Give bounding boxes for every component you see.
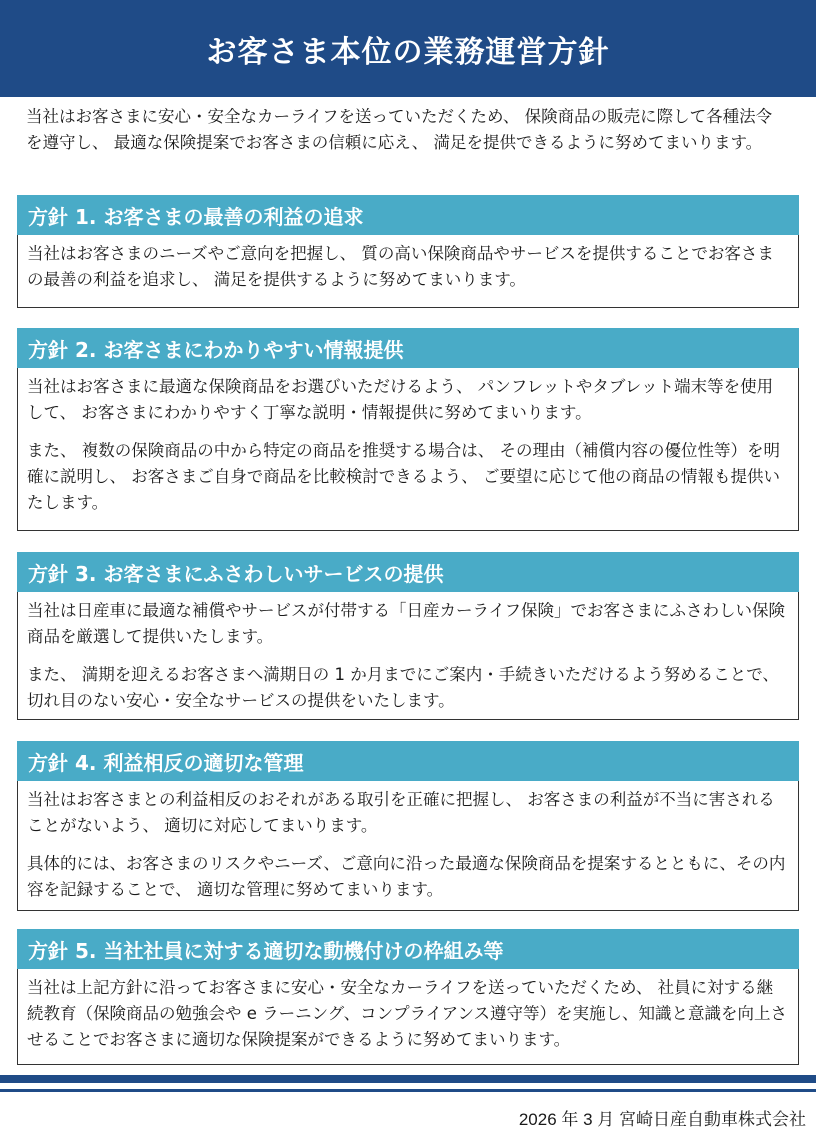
policy-5-paragraph-1: 当社は上記方針に沿ってお客さまに安心・安全なカーライフを送っていただくため、 社員に対する継続教育（保険商品の勉強会や e ラーニング、コンプライアンス遵守等）を実施し、知識と意識を向上させることでお客さまに適切な保険提案ができるように努めてまいります。 — [27, 978, 788, 1049]
policy-3-paragraph-1: 当社は日産車に最適な補償やサービスが付帯する「日産カーライフ保険」でお客さまにふさわしい保険商品を厳選して提供いたします。 — [27, 601, 786, 646]
bottom-divider-thick — [0, 1075, 816, 1083]
policy-2 — [17, 328, 799, 531]
policy-2-body — [17, 368, 799, 531]
policy-4-paragraph-1: 当社はお客さまとの利益相反のおそれがある取引を正確に把握し、 お客さまの利益が不当に害されることがないよう、 適切に対応してまいります。 — [27, 790, 775, 835]
page-title: お客さま本位の業務運営方針 — [206, 34, 610, 70]
policy-4 — [17, 741, 799, 911]
policy-2-paragraph-1: 当社はお客さまに最適な保険商品をお選びいただけるよう、 パンフレットやタブレット端末等を使用して、 お客さまにわかりやすく丁寧な説明・情報提供に努めてまいります。 — [27, 377, 774, 422]
footer-date-company: 2026 年 3 月 宮崎日産自動車株式会社 — [518, 1110, 806, 1129]
policy-1-body — [17, 235, 799, 308]
policy-4-body — [17, 781, 799, 911]
policy-2-paragraph-2: また、 複数の保険商品の中から特定の商品を推奨する場合は、 その理由（補償内容の優位性等）を明確に説明し、 お客さまご自身で商品を比較検討できるよう、 ご要望に応じて他の商品の情報も提供いたします。 — [27, 441, 780, 512]
policy-1-paragraph-1: 当社はお客さまのニーズやご意向を把握し、 質の高い保険商品やサービスを提供することでお客さまの最善の利益を追求し、 満足を提供するように努めてまいります。 — [27, 244, 774, 289]
policy-5-body — [17, 969, 799, 1065]
policy-2-heading: 方針 2. お客さまにわかりやすい情報提供 — [17, 328, 799, 368]
policy-5 — [17, 929, 799, 1065]
policy-3-paragraph-2: また、 満期を迎えるお客さまへ満期日の 1 か月までにご案内・手続きいただけるよう努めることで、 切れ目のない安心・安全なサービスの提供をいたします。 — [27, 665, 779, 710]
policy-3-body — [17, 592, 799, 720]
policy-4-paragraph-2: 具体的には、お客さまのリスクやニーズ、ご意向に沿った最適な保険商品を提案するとともに、その内容を記録することで、 適切な管理に努めてまいります。 — [27, 854, 786, 899]
policy-3 — [17, 552, 799, 720]
intro-text: 当社はお客さまに安心・安全なカーライフを送っていただくため、 保険商品の販売に際して各種法令を遵守し、 最適な保険提案でお客さまの信頼に応え、 満足を提供できるように努めてまいります。 — [26, 107, 773, 152]
policy-1-heading: 方針 1. お客さまの最善の利益の追求 — [17, 195, 799, 235]
title-bar — [0, 0, 816, 97]
policy-5-heading: 方針 5. 当社社員に対する適切な動機付けの枠組み等 — [17, 929, 799, 969]
policy-3-heading: 方針 3. お客さまにふさわしいサービスの提供 — [17, 552, 799, 592]
policy-1 — [17, 195, 799, 308]
bottom-divider-thin — [0, 1089, 816, 1092]
policy-4-heading: 方針 4. 利益相反の適切な管理 — [17, 741, 799, 781]
